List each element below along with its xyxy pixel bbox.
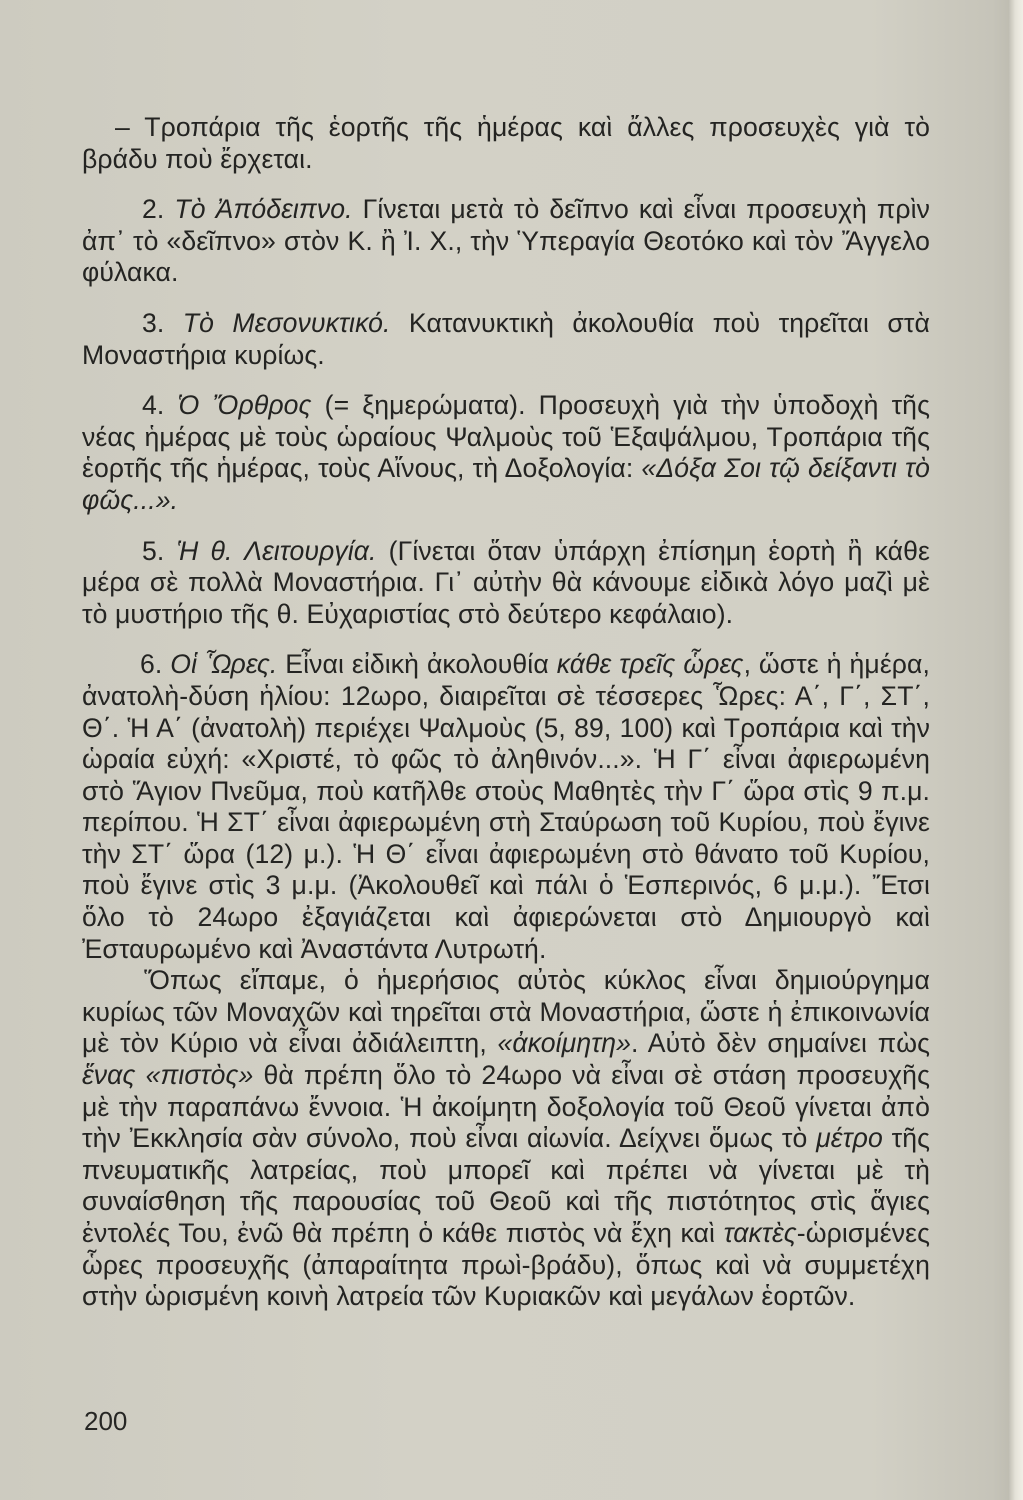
page-number: 200 [84,1406,128,1436]
item-number: 4. [142,390,165,421]
paragraph-text: Ὅπως εἴπαμε, ὁ ἡμερήσιος αὐτὸς κύκλος εἶναι δημιούργημα κυρίως τῶν Μοναχῶν καὶ τηρεῖται στὰ Μοναστήρια, ὥστε ἡ ἐπικοινωνία μὲ τὸν Κύριο νὰ εἶναι ἀδιάλειπτη, [82,965,930,1059]
paragraph-ores [82,649,930,965]
paragraph-text: . Αὐτὸ δὲν σημαίνει πὼς [631,1028,930,1059]
item-title: Οἱ Ὧρες. [170,649,278,680]
paragraph-text: Εἶναι εἰδικὴ ἀκολουθία [277,649,557,680]
item-title: Τὸ Μεσονυκτικό. [182,307,391,338]
paragraph-text: , ὥστε ἡ ἡμέρα, ἀνατολὴ-δύση ἡλίου: 12ωρο, διαιρεῖται σὲ τέσσερες Ὧρες: Α΄, Γ΄, ΣΤ΄, Θ΄. Ἡ Α΄ (ἀνατολὴ) περιέχει Ψαλμοὺς (5, 89, 100) καὶ Τροπάρια καὶ τὴν ὡραία εὐχή: «Χριστέ, τὸ φῶς τὸ ἀληθινόν...». Ἡ Γ΄ εἶναι ἀφιερωμένη στὸ Ἅγιον Πνεῦμα, ποὺ κατῆλθε στοὺς Μαθητὲς τὴν Γ΄ ὥρα στὶς 9 π.μ. περίπου. Ἡ ΣΤ΄ εἶναι ἀφιερωμένη στὴ Σταύρωση τοῦ Κυρίου, ποὺ ἔγινε τὴν ΣΤ΄ ὥρα (12) μ.). Ἡ Θ΄ εἶναι ἀφιερωμένη στὸ θάνατο τοῦ Κυρίου, ποὺ ἔγινε στὶς 3 μ.μ. (Ἀκολουθεῖ καὶ πάλι ὁ Ἑσπερινός, 6 μ.μ.). Ἔτσι ὅλο τὸ 24ωρο ἐξαγιάζεται καὶ ἀφιερώνεται στὸ Δημιουργὸ καὶ Ἐσταυρωμένο καὶ Ἀναστάντα Λυτρωτή. [82,649,930,964]
paragraph-text: τῆς πνευματικῆς λατρείας, ποὺ μπορεῖ καὶ πρέπει νὰ γίνεται μὲ τὴ συναίσθηση τῆς παρουσίας τοῦ Θεοῦ καὶ τῆς πιστότητος στὶς ἅγιες ἐντολές Του, ἐνῶ θὰ πρέπη ὁ κάθε πιστὸς νὰ ἔχη καὶ [82,1123,931,1248]
emphasis-text: κάθε τρεῖς ὧρες [556,649,744,680]
page-edge [1009,0,1023,1500]
paragraph-text: θὰ πρέπη ὅλο τὸ 24ωρο νὰ εἶναι σὲ στάση προσευχῆς μὲ τὴν παραπάνω ἔννοια. Ἡ ἀκοίμητη δοξολογία τοῦ Θεοῦ γίνεται ἀπὸ τὴν Ἐκκλησία σὰν σύνολο, ποὺ εἶναι αἰωνία. Δείχνει ὅμως τὸ [82,1060,930,1154]
paragraph-text: Γίνεται μετὰ τὸ δεῖπνο καὶ εἶναι προσευχὴ πρὶν ἀπ᾿ τὸ «δεῖπνο» στὸν Κ. ἢ Ἰ. Χ., τὴν Ὑπεραγία Θεοτόκο καὶ τὸν Ἄγγελο φύλακα. [82,194,931,288]
paragraph-text: – Τροπάρια τῆς ἑορτῆς τῆς ἡμέρας καὶ ἄλλες προσευχὲς γιὰ τὸ βράδυ ποὺ ἔρχεται. [82,112,930,174]
paragraph-evening-prayers [82,112,930,175]
doxology-quote: «Δόξα Σοι τῷ δείξαντι τὸ φῶς...». [82,453,930,515]
item-title: Ἡ θ. Λειτουργία. [176,535,377,566]
paragraph-text: Κατανυκτικὴ ἀκολουθία ποὺ τηρεῖται στὰ Μοναστήρια κυρίως. [82,307,930,370]
item-title: Ὁ Ὄρθρος [177,390,312,421]
paragraph-leitourgia [82,536,930,631]
page-body [82,112,930,1313]
paragraph-text: (= ξημερώματα). Προσευχὴ γιὰ τὴν ὑποδοχὴ τῆς νέας ἡμέρας μὲ τοὺς ὡραίους Ψαλμοὺς τοῦ Ἑξαψάλμου, Τροπάρια τῆς ἑορτῆς τῆς ἡμέρας, τοὺς Αἴνους, τὴ Δοξολογία: [82,390,930,484]
item-title: Τὸ Ἀπόδειπνο. [174,194,353,225]
emphasis-text: «ἀκοίμητη» [497,1028,631,1059]
paragraph-orthros [82,390,930,516]
item-number: 5. [142,535,165,566]
paragraph-text: -ὡρισμένες ὧρες προσευχῆς (ἀπαραίτητα πρωὶ-βράδυ), ὅπως καὶ νὰ συμμετέχη στὴν ὡρισμένη κοινὴ λατρεία τῶν Κυριακῶν καὶ μεγάλων ἑορτῶν. [82,1218,930,1312]
item-number: 3. [142,307,165,338]
emphasis-text: μέτρο [816,1123,883,1154]
paragraph-text: (Γίνεται ὅταν ὑπάρχη ἐπίσημη ἑορτὴ ἢ κάθε μέρα σὲ πολλὰ Μοναστήρια. Γι᾿ αὐτὴν θὰ κάνουμε εἰδικὰ λόγο μαζὶ μὲ τὸ μυστήριο τῆς θ. Εὐχαριστίας στὸ δεύτερο κεφάλαιο). [82,535,930,629]
paragraph-apodeipno [82,194,930,289]
paragraph-mesonyktiko [82,308,930,371]
item-number: 6. [140,649,163,680]
emphasis-text: τακτὲς [723,1218,797,1248]
item-number: 2. [142,194,165,225]
paragraph-daily-cycle [82,965,930,1313]
emphasis-text: ἕνας «πιστὸς» [82,1060,254,1091]
